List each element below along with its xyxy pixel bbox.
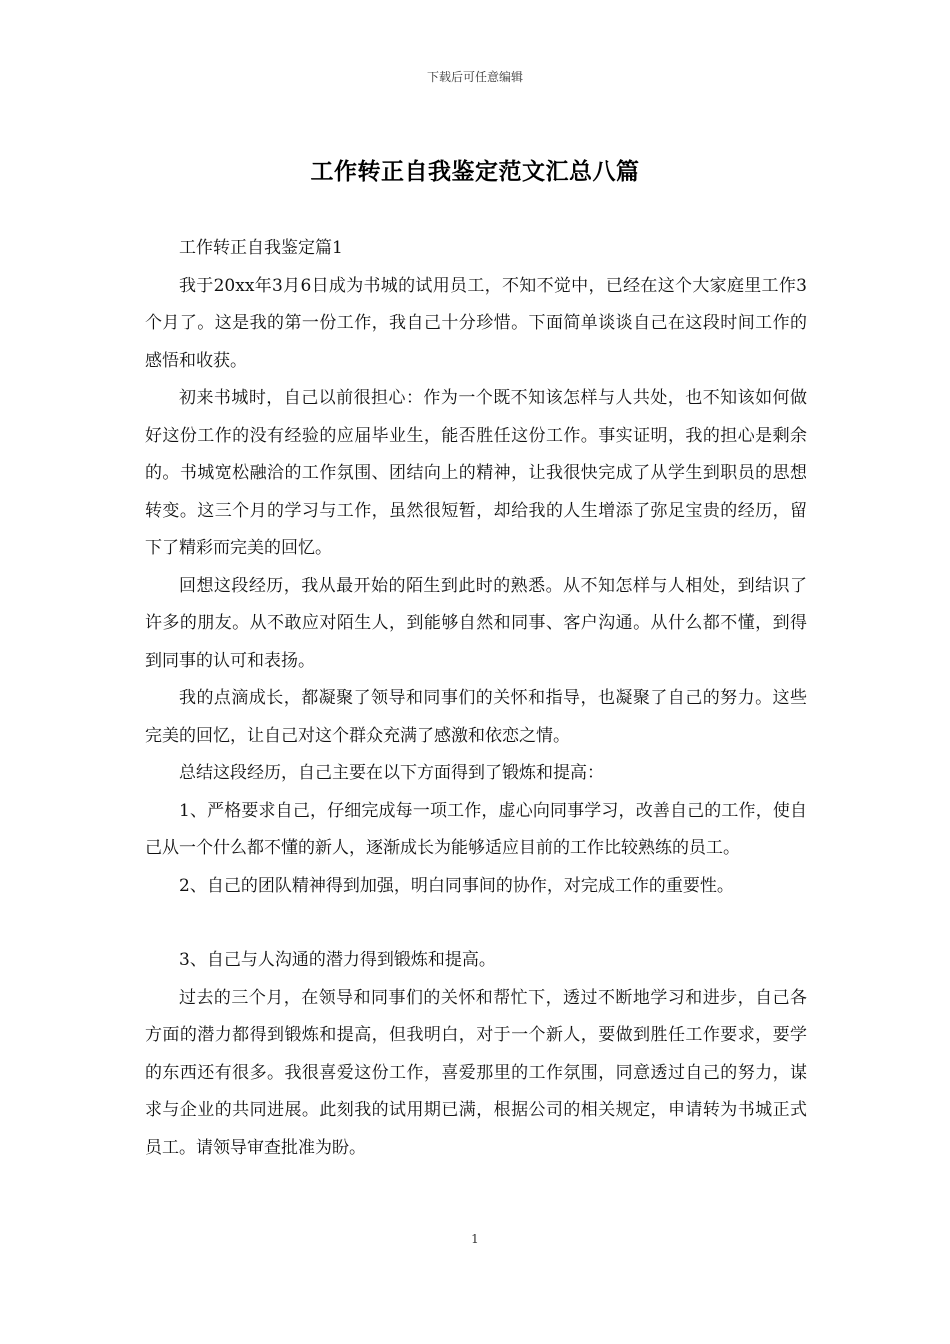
paragraph-3: 回想这段经历，我从最开始的陌生到此时的熟悉。从不知怎样与人相处，到结识了许多的朋友。从不敢应对陌生人，到能够自然和同事、客户沟通。从什么都不懂，到得到同事的认可和表扬。 bbox=[145, 575, 807, 671]
document-body bbox=[145, 230, 807, 1167]
header-note: 下载后可任意编辑 bbox=[426, 70, 523, 84]
page-number: 1 bbox=[471, 1232, 479, 1246]
section-heading: 工作转正自我鉴定篇1 bbox=[179, 238, 343, 258]
paragraph-7: 2、自己的团队精神得到加强，明白同事间的协作，对完成工作的重要性。 bbox=[179, 875, 734, 896]
paragraph-2: 初来书城时，自己以前很担心：作为一个既不知该怎样与人共处，也不知该如何做好这份工作的没有经验的应届毕业生，能否胜任这份工作。事实证明，我的担心是剩余的。书城宽松融洽的工作氛围、团结向上的精神，让我很快完成了从学生到职员的思想转变。这三个月的学习与工作，虽然很短暂，却给我的人生增添了弥足宝贵的经历，留下了精彩而完美的回忆。 bbox=[145, 388, 807, 558]
paragraph-8: 3、自己与人沟通的潜力得到锻炼和提高。 bbox=[179, 950, 496, 970]
paragraph-1: 我于20xx年3月6日成为书城的试用员工，不知不觉中，已经在这个大家庭里工作3个月了。这是我的第一份工作，我自己十分珍惜。下面简单谈谈自己在这段时间工作的感悟和收获。 bbox=[145, 275, 807, 371]
paragraph-4: 我的点滴成长，都凝聚了领导和同事们的关怀和指导，也凝聚了自己的努力。这些完美的回忆，让自己对这个群众充满了感激和依恋之情。 bbox=[145, 688, 807, 746]
paragraph-6: 1、严格要求自己，仔细完成每一项工作，虚心向同事学习，改善自己的工作，使自己从一个什么都不懂的新人，逐渐成长为能够适应目前的工作比较熟练的员工。 bbox=[145, 800, 807, 858]
document-title: 工作转正自我鉴定范文汇总八篇 bbox=[310, 158, 640, 185]
paragraph-5: 总结这段经历，自己主要在以下方面得到了锻炼和提高： bbox=[179, 763, 604, 783]
paragraph-9: 过去的三个月，在领导和同事们的关怀和帮忙下，透过不断地学习和进步，自己各方面的潜力都得到锻炼和提高，但我明白，对于一个新人，要做到胜任工作要求，要学的东西还有很多。我很喜爱这份工作，喜爱那里的工作氛围，同意透过自己的努力，谋求与企业的共同进展。此刻我的试用期已满，根据公司的相关规定，申请转为书城正式员工。请领导审查批准为盼。 bbox=[145, 987, 807, 1158]
